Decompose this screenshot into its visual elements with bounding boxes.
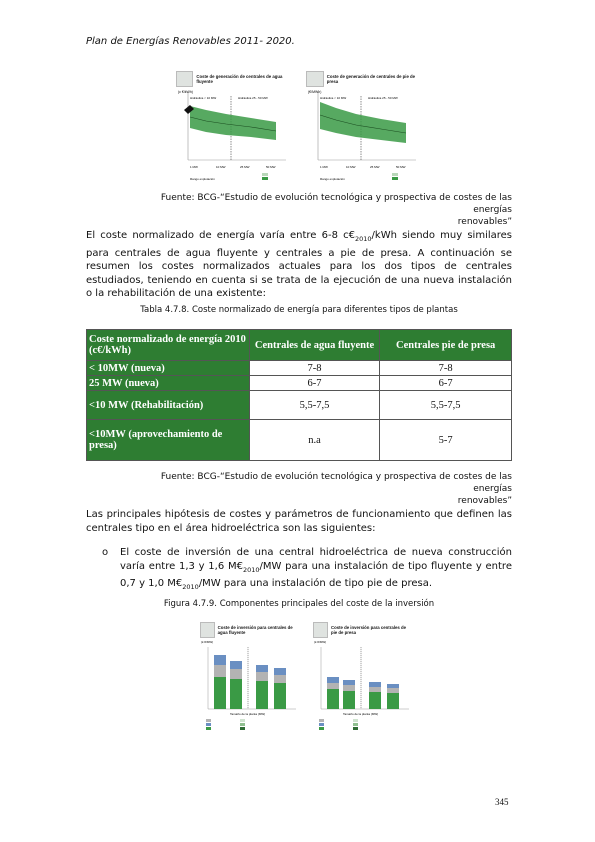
source-line-1: Fuente: BCG-“Estudio de evolución tecnológica y prospectiva de costes de las energías xyxy=(160,472,512,494)
subtitle-small: Hidráulica < 10 MW xyxy=(320,96,347,100)
svg-text:50 MW: 50 MW xyxy=(266,165,276,169)
bullet-subscript-2: 2010 xyxy=(182,583,199,592)
table-row xyxy=(87,391,512,420)
figure-title: Coste de generación de centrales de agua fluyente xyxy=(196,74,283,84)
source-line-2: renovables” xyxy=(457,217,512,227)
bullet-text-2: /MW para una instalación de tipo fluyente y entre 0,7 y 1,0 M€ xyxy=(120,560,512,590)
figure-generation-cost-dam-toe xyxy=(306,68,422,190)
band-chart-right xyxy=(306,88,422,190)
svg-text:1 MW: 1 MW xyxy=(190,165,198,169)
svg-text:25 MW: 25 MW xyxy=(370,165,380,169)
x-axis-label: Tamaño de la planta (MW) xyxy=(230,712,266,716)
svg-text:25 MW: 25 MW xyxy=(240,165,250,169)
plant-thumbnail-icon xyxy=(313,622,328,638)
figure-investment-run-of-river xyxy=(200,619,300,737)
source-line-2: renovables” xyxy=(457,496,512,506)
y-axis-label: (c €/kWh) xyxy=(178,90,193,94)
para-text-1: El coste normalizado de energía varía entre 6-8 c€ xyxy=(86,230,355,241)
legend-label: Rango explotación xyxy=(190,177,215,181)
figure-title-box xyxy=(200,619,300,641)
y-axis-label: (k €/MW) xyxy=(314,640,327,644)
svg-text:10 MW: 10 MW xyxy=(346,165,356,169)
subtitle-large: Hidráulica 25 - 50 MW xyxy=(368,96,398,100)
bar xyxy=(230,661,242,709)
figure-title-box xyxy=(306,68,426,90)
table-caption: Tabla 4.7.8. Coste normalizado de energía para diferentes tipos de plantas xyxy=(140,305,458,315)
bullet-investment-cost xyxy=(120,546,512,595)
figure-source xyxy=(120,192,512,228)
cell-dam-toe: 7-8 xyxy=(380,361,512,376)
bullet-text-1: El coste de inversión de una central hidroeléctrica de nueva construcción varía entre 1,3 y 1,6 M€ xyxy=(120,547,512,572)
bullet-marker: o xyxy=(102,547,109,558)
stacked-bars-left xyxy=(200,639,300,737)
stacked-bars-right xyxy=(313,639,413,737)
y-axis-label: (k €/MW) xyxy=(201,640,214,644)
bar xyxy=(369,682,381,709)
figure-title: Coste de generación de centrales de pie de presa xyxy=(326,74,416,84)
cost-range-band xyxy=(190,106,276,140)
cell-run-of-river: 7-8 xyxy=(249,361,380,376)
table-header-row xyxy=(87,330,512,361)
plant-thumbnail-icon xyxy=(200,622,215,638)
bar xyxy=(274,668,286,709)
subtitle-small: Hidráulica < 10 MW xyxy=(190,96,217,100)
cell-run-of-river: 6-7 xyxy=(249,376,380,391)
header-cell-run-of-river: Centrales de agua fluyente xyxy=(249,330,380,361)
bar xyxy=(343,680,355,709)
svg-text:50 MW: 50 MW xyxy=(396,165,406,169)
subtitle-large: Hidráulica 25 - 50 MW xyxy=(238,96,268,100)
figure-title-box xyxy=(313,619,413,641)
figure-title: Coste de inversión para centrales de agua fluyente xyxy=(217,625,293,635)
figure-title: Coste de inversión para centrales de pie de presa xyxy=(330,625,406,635)
cell-dam-toe: 6-7 xyxy=(380,376,512,391)
row-label: <10MW (aprovechamiento de presa) xyxy=(87,420,250,461)
cell-dam-toe: 5-7 xyxy=(380,420,512,461)
svg-text:1 MW: 1 MW xyxy=(320,165,328,169)
band-chart-left xyxy=(176,88,292,190)
header-cell-cost: Coste normalizado de energía 2010 (c€/kWh) xyxy=(87,330,250,361)
header-cell-dam-toe: Centrales pie de presa xyxy=(380,330,512,361)
bar xyxy=(214,655,226,709)
y-axis-label: (€/MWh) xyxy=(308,90,322,94)
svg-text:10 MW: 10 MW xyxy=(216,165,226,169)
paragraph-normalized-cost xyxy=(86,229,512,301)
cell-dam-toe: 5,5-7,5 xyxy=(380,391,512,420)
figure-title-box xyxy=(176,68,296,90)
figure-caption: Figura 4.7.9. Componentes principales del coste de la inversión xyxy=(163,599,435,609)
row-label: <10 MW (Rehabilitación) xyxy=(87,391,250,420)
source-line-1: Fuente: BCG-“Estudio de evolución tecnológica y prospectiva de costes de las energías xyxy=(160,193,512,215)
table-row xyxy=(87,361,512,376)
row-label: < 10MW (nueva) xyxy=(87,361,250,376)
paragraph-hypotheses: Las principales hipótesis de costes y parámetros de funcionamiento que definen las centrales tipo en el área hidroeléctrica son las siguientes: xyxy=(86,509,512,534)
legend-label: Rango explotación xyxy=(320,177,345,181)
running-header: Plan de Energías Renovables 2011- 2020. xyxy=(86,36,295,47)
row-label: 25 MW (nueva) xyxy=(87,376,250,391)
cost-range-band xyxy=(320,102,406,143)
figure-generation-cost-run-of-river xyxy=(176,68,292,190)
plant-thumbnail-icon xyxy=(306,71,324,87)
bar xyxy=(256,665,268,709)
table-row xyxy=(87,376,512,391)
bullet-subscript-1: 2010 xyxy=(242,565,260,574)
cell-run-of-river: 5,5-7,5 xyxy=(249,391,380,420)
plant-thumbnail-icon xyxy=(176,71,193,87)
cost-table xyxy=(86,329,512,461)
x-axis-label: Tamaño de la planta (MW) xyxy=(343,712,379,716)
para-subscript: 2010 xyxy=(354,235,372,243)
table-row xyxy=(87,420,512,461)
table-source xyxy=(120,471,512,507)
bar xyxy=(327,677,339,709)
page-number: 345 xyxy=(495,797,509,807)
cell-run-of-river: n.a xyxy=(249,420,380,461)
bullet-text-3: /MW para una instalación de tipo pie de presa. xyxy=(198,578,433,590)
para-text-2: /kWh siendo muy similares para centrales de agua fluyente y centrales a pie de presa. A continuación se resumen los costes normalizados actuales para los dos tipos de centrales estudiados, teniendo en cuenta si se trata de la ejecución de una nueva instalación o la rehabilitación de una existente: xyxy=(86,230,513,300)
figure-investment-dam-toe xyxy=(313,619,413,737)
bar xyxy=(387,684,399,709)
